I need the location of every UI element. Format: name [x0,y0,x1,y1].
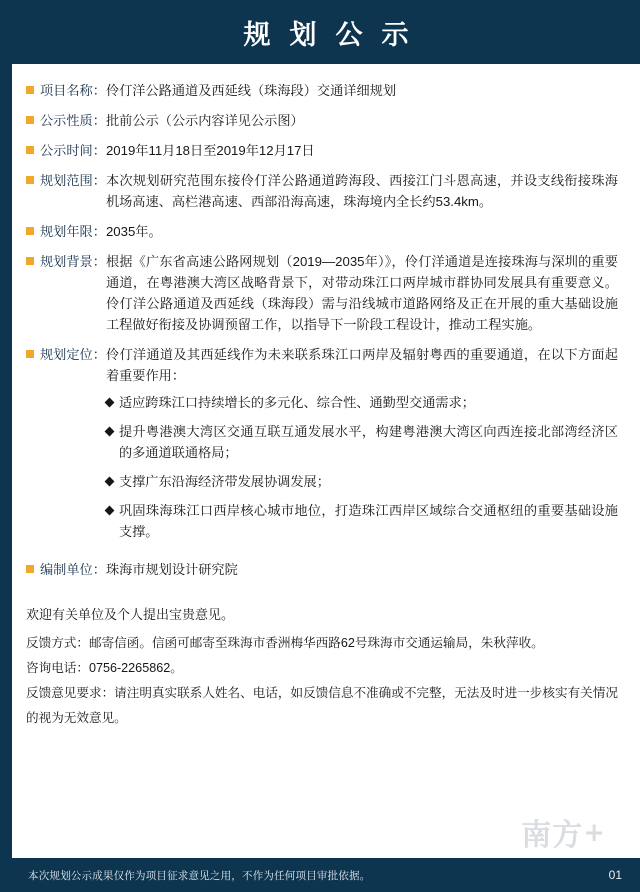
feedback-requirement-line: 反馈意见要求：请注明真实联系人姓名、电话，如反馈信息不准确或不完整，无法及时进一步核实有关情况的视为无效意见。 [26,686,618,725]
welcome-line: 欢迎有关单位及个人提出宝贵意见。 [26,607,235,622]
list-item-label: 巩固珠海珠江口西岸核心城市地位，打造珠江西岸区域综合交通枢纽的重要基础设施支撑。 [118,503,618,539]
list-item [106,500,618,542]
diamond-bullet-icon [104,506,114,516]
square-bullet-icon [26,257,34,265]
positioning-intro: 伶仃洋通道及其西延线作为未来联系珠江口两岸及辐射粤西的重要通道，在以下方面起着重要作用： [105,347,618,383]
list-item [106,471,618,492]
page-title: 规划公示 [243,19,428,51]
field-preparing-unit [26,559,618,580]
diamond-bullet-icon [104,477,114,487]
list-item [106,392,618,413]
field-value: 珠海市规划设计研究院 [105,562,238,577]
square-bullet-icon [26,146,34,154]
watermark-text: 南方 [521,818,584,853]
list-item-label: 适应跨珠江口持续增长的多元化、综合性、通勤型交通需求； [118,395,475,410]
field-label: 规划年限： [40,224,106,239]
field-planning-horizon [26,221,618,242]
content-area [12,64,640,892]
list-item-label: 支撑广东沿海经济带发展协调发展； [118,474,330,489]
feedback-notes [26,602,618,731]
field-planning-background [26,251,618,335]
list-item-label: 提升粤港澳大湾区交通互联互通发展水平，构建粤港澳大湾区向西连接北部湾经济区的多通道联通格局； [118,424,618,460]
feedback-method-line: 反馈方式：邮寄信函。信函可邮寄至珠海市香洲梅华西路62号珠海市交通运输局，朱秋萍收。 [26,636,544,650]
field-label: 规划背景： [40,254,106,269]
footer-disclaimer: 本次规划公示成果仅作为项目征求意见之用，不作为任何项目审批依据。 [28,869,371,882]
square-bullet-icon [26,227,34,235]
diamond-bullet-icon [104,427,114,437]
field-label: 项目名称： [40,83,106,98]
field-label: 公示时间： [40,143,106,158]
watermark [521,810,606,854]
square-bullet-icon [26,86,34,94]
positioning-list [106,392,618,542]
square-bullet-icon [26,176,34,184]
field-notice-period [26,140,618,161]
field-notice-type [26,110,618,131]
watermark-plus: + [583,818,606,848]
field-value: 本次规划研究范围东接伶仃洋公路通道跨海段、西接江门斗恩高速，并设支线衔接珠海机场高速、高栏港高速、西部沿海高速，珠海境内全长约53.4km。 [105,173,618,209]
field-value: 伶仃洋公路通道及西延线（珠海段）交通详细规划 [105,83,397,98]
square-bullet-icon [26,565,34,573]
field-value: 2035年。 [105,224,162,239]
footer-page-number: 01 [608,868,622,882]
field-label: 规划范围： [40,173,106,188]
diamond-bullet-icon [104,398,114,408]
field-project-name [26,80,618,101]
field-label: 编制单位： [40,562,106,577]
field-planning-scope [26,170,618,212]
field-value: 根据《广东省高速公路网规划（2019—2035年）》，伶仃洋通道是连接珠海与深圳的重要通道，在粤港澳大湾区战略背景下，对带动珠江口两岸城市群协同发展具有重要意义。伶仃洋公路通道及西延线（珠海段）需与沿线城市道路网络及正在开展的重大基础设施工程做好衔接及协调预留工作，以指导下一阶段工程设计，推动工程实施。 [105,254,618,332]
square-bullet-icon [26,116,34,124]
field-value: 2019年11月18日至2019年12月17日 [105,143,315,158]
page-header [12,0,640,64]
list-item [106,421,618,463]
square-bullet-icon [26,350,34,358]
page-footer [12,858,640,892]
field-value: 批前公示（公示内容详见公示图） [105,113,304,128]
field-value-block [106,344,618,550]
field-planning-positioning [26,344,618,550]
field-label: 公示性质： [40,113,106,128]
contact-phone-line: 咨询电话：0756-2265862。 [26,661,183,675]
field-label: 规划定位： [40,347,106,362]
left-accent-rail [0,0,12,892]
